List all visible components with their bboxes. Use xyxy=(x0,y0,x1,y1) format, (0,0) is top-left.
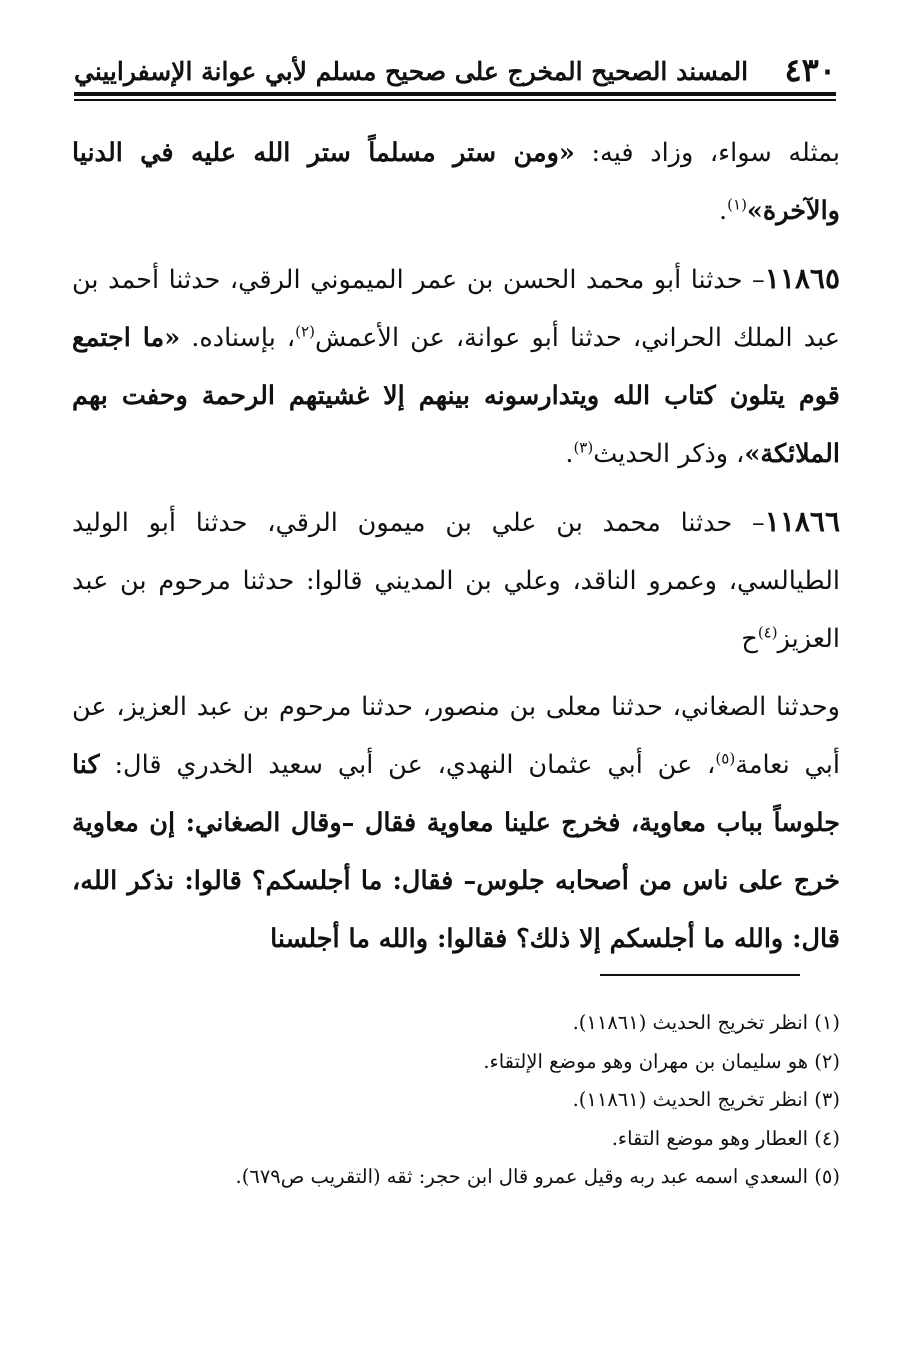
text: وحدثنا الصغاني، حدثنا معلى بن منصور، حدثنا مرحوم بن عبد العزيز، عن أبي نعامة xyxy=(72,692,840,780)
text: ح xyxy=(741,624,758,654)
text: ، عن أبي عثمان النهدي، عن أبي سعيد الخدري قال: xyxy=(99,750,716,780)
footnote-1: (١) انظر تخريج الحديث (١١٨٦١). xyxy=(572,1011,840,1034)
paragraph-1 xyxy=(72,124,840,240)
text: . xyxy=(565,439,574,469)
footnote-separator xyxy=(600,974,800,976)
page-header xyxy=(74,44,836,88)
footnote-ref-1[interactable]: (١) xyxy=(727,195,747,214)
page-number: ٤٣٠ xyxy=(784,51,836,89)
footnotes xyxy=(72,1004,840,1197)
text: . xyxy=(719,196,728,226)
header-rule-thick xyxy=(74,92,836,96)
footnote-4: (٤) العطار وهو موضع التقاء. xyxy=(611,1126,840,1150)
hadith-quote: «ما اجتمع قوم يتلون كتاب الله ويتدارسونه بينهم إلا غشيتهم الرحمة وحفت بهم الملائكة» xyxy=(72,323,840,469)
footnote-ref-2[interactable]: (٢) xyxy=(295,322,315,341)
hadith-quote: كنا جلوساً بباب معاوية، فخرج علينا معاوية فقال –وقال الصغاني: إن معاوية خرج على ناس من أصحابه جلوس– فقال: ما أجلسكم؟ قالوا: نذكر الله، قال: والله ما أجلسكم إلا ذلك؟ فقالوا: والله ما أجلسنا xyxy=(72,750,840,954)
text: – حدثنا أبو محمد الحسن بن عمر الميموني الرقي، حدثنا أحمد بن عبد الملك الحراني، حدثنا أبو عوانة، عن الأعمش xyxy=(72,265,840,353)
text: – حدثنا محمد بن علي بن ميمون الرقي، حدثنا أبو الوليد الطيالسي، وعمرو الناقد، وعلي بن المديني قالوا: حدثنا مرحوم بن عبد العزيز xyxy=(72,508,840,654)
text: ، وذكر الحديث xyxy=(593,439,745,469)
paragraph-2 xyxy=(72,250,840,483)
paragraph-4 xyxy=(72,678,840,968)
hadith-number: ١١٨٦٦ xyxy=(764,505,840,538)
footnote-ref-3[interactable]: (٣) xyxy=(573,438,594,457)
hadith-number: ١١٨٦٥ xyxy=(764,262,840,295)
hadith-quote: «ومن ستر مسلماً ستر الله عليه في الدنيا والآخرة» xyxy=(72,138,840,226)
main-text xyxy=(72,124,840,978)
header-rule-thin xyxy=(74,99,836,101)
text: بمثله سواء، وزاد فيه: xyxy=(574,138,841,168)
running-title: المسند الصحيح المخرج على صحيح مسلم لأبي عوانة الإسفراييني xyxy=(74,57,749,86)
footnote-ref-4[interactable]: (٤) xyxy=(757,623,778,642)
paragraph-3 xyxy=(72,493,840,668)
footnote-2: (٢) هو سليمان بن مهران وهو موضع الإلتقاء. xyxy=(483,1049,840,1073)
footnote-3: (٣) انظر تخريج الحديث (١١٨٦١). xyxy=(572,1088,840,1111)
text: ، بإسناده. xyxy=(180,323,296,353)
footnote-ref-5[interactable]: (٥) xyxy=(715,749,736,768)
footnote-5: (٥) السعدي اسمه عبد ربه وقيل عمرو قال ابن حجر: ثقه (التقريب ص٦٧٩). xyxy=(235,1165,840,1188)
